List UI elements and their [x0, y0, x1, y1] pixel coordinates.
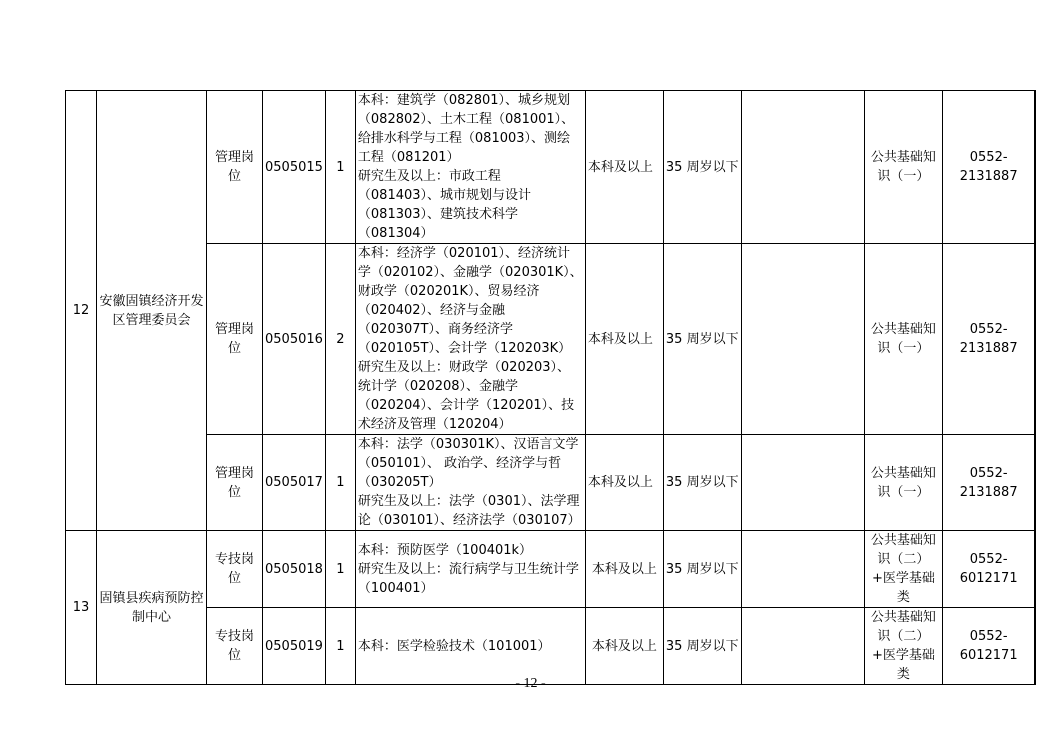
- age-cell: 35 周岁以下: [663, 435, 741, 531]
- age-cell: 35 周岁以下: [663, 531, 741, 608]
- recruitment-table: [65, 90, 1036, 685]
- count-cell: 2: [325, 244, 355, 435]
- table-row: [66, 608, 1036, 685]
- unit-cell: 固镇县疾病预防控制中心: [97, 531, 207, 685]
- seq-cell: 12: [66, 91, 97, 531]
- phone-cell: 0552-6012171: [942, 531, 1035, 608]
- major-cell: [355, 91, 585, 244]
- age-cell: 35 周岁以下: [663, 608, 741, 685]
- count-cell: 1: [325, 531, 355, 608]
- major-undergrad: 本科：医学检验技术（101001）: [357, 638, 551, 654]
- major-cell: [355, 244, 585, 435]
- code-cell: 0505015: [263, 91, 326, 244]
- education-cell: 本科及以上: [585, 531, 663, 608]
- exam-cell: 公共基础知识（一）: [864, 91, 942, 244]
- count-cell: 1: [325, 91, 355, 244]
- code-cell: 0505018: [263, 531, 326, 608]
- table-row: [66, 244, 1036, 435]
- other-cell: [741, 91, 864, 244]
- age-cell: 35 周岁以下: [663, 244, 741, 435]
- count-cell: 1: [325, 435, 355, 531]
- education-cell: 本科及以上: [585, 91, 663, 244]
- exam-cell: 公共基础知识（一）: [864, 244, 942, 435]
- phone-cell: 0552-6012171: [942, 608, 1035, 685]
- major-undergrad: 本科：经济学（020101）、经济统计学（020102）、金融学（020301K）、财政学（020201K）、贸易经济（020402）、经济与金融（020307T）、商务经济学（020105T）、会计学（120203K）: [357, 246, 583, 356]
- exam-cell: 公共基础知识（二）+医学基础类: [864, 531, 942, 608]
- code-cell: 0505017: [263, 435, 326, 531]
- table-row: [66, 91, 1036, 244]
- code-cell: 0505019: [263, 608, 326, 685]
- major-cell: [355, 531, 585, 608]
- count-cell: 1: [325, 608, 355, 685]
- table-row: [66, 531, 1036, 608]
- phone-cell: 0552-2131887: [942, 91, 1035, 244]
- education-cell: 本科及以上: [585, 608, 663, 685]
- age-cell: 35 周岁以下: [663, 91, 741, 244]
- unit-cell: 安徽固镇经济开发区管理委员会: [97, 91, 207, 531]
- post-cell: 专技岗位: [207, 531, 263, 608]
- education-cell: 本科及以上: [585, 435, 663, 531]
- other-cell: [741, 608, 864, 685]
- major-cell: [355, 608, 585, 685]
- major-undergrad: 本科：法学（030301K）、汉语言文学（050101）、 政治学、经济学与哲（030205T）: [357, 437, 579, 490]
- table-row: [66, 435, 1036, 531]
- other-cell: [741, 244, 864, 435]
- page-number: - 12 -: [515, 676, 546, 691]
- phone-cell: 0552-2131887: [942, 435, 1035, 531]
- post-cell: 专技岗位: [207, 608, 263, 685]
- seq-cell: 13: [66, 531, 97, 685]
- other-cell: [741, 435, 864, 531]
- phone-cell: 0552-2131887: [942, 244, 1035, 435]
- other-cell: [741, 531, 864, 608]
- major-undergrad: 本科：建筑学（082801）、城乡规划（082802）、土木工程（081001）、给排水科学与工程（081003）、测绘工程（081201）: [357, 93, 575, 165]
- post-cell: 管理岗位: [207, 244, 263, 435]
- post-cell: 管理岗位: [207, 435, 263, 531]
- exam-cell: 公共基础知识（一）: [864, 435, 942, 531]
- major-graduate: 研究生及以上：市政工程（081403）、城市规划与设计（081303）、建筑技术科学（081304）: [357, 169, 532, 241]
- major-graduate: 研究生及以上：法学（0301）、法学理论（030101）、经济法学（030107）: [357, 494, 581, 528]
- education-cell: 本科及以上: [585, 244, 663, 435]
- major-graduate: 研究生及以上：财政学（020203）、统计学（020208）、金融学（020204）、会计学（120201）、技术经济及管理（120204）: [357, 360, 575, 432]
- code-cell: 0505016: [263, 244, 326, 435]
- exam-cell: 公共基础知识（二）+医学基础类: [864, 608, 942, 685]
- major-graduate: 研究生及以上：流行病学与卫生统计学（100401）: [357, 561, 579, 596]
- major-undergrad: 本科：预防医学（100401k）: [357, 542, 533, 558]
- post-cell: 管理岗位: [207, 91, 263, 244]
- major-cell: [355, 435, 585, 531]
